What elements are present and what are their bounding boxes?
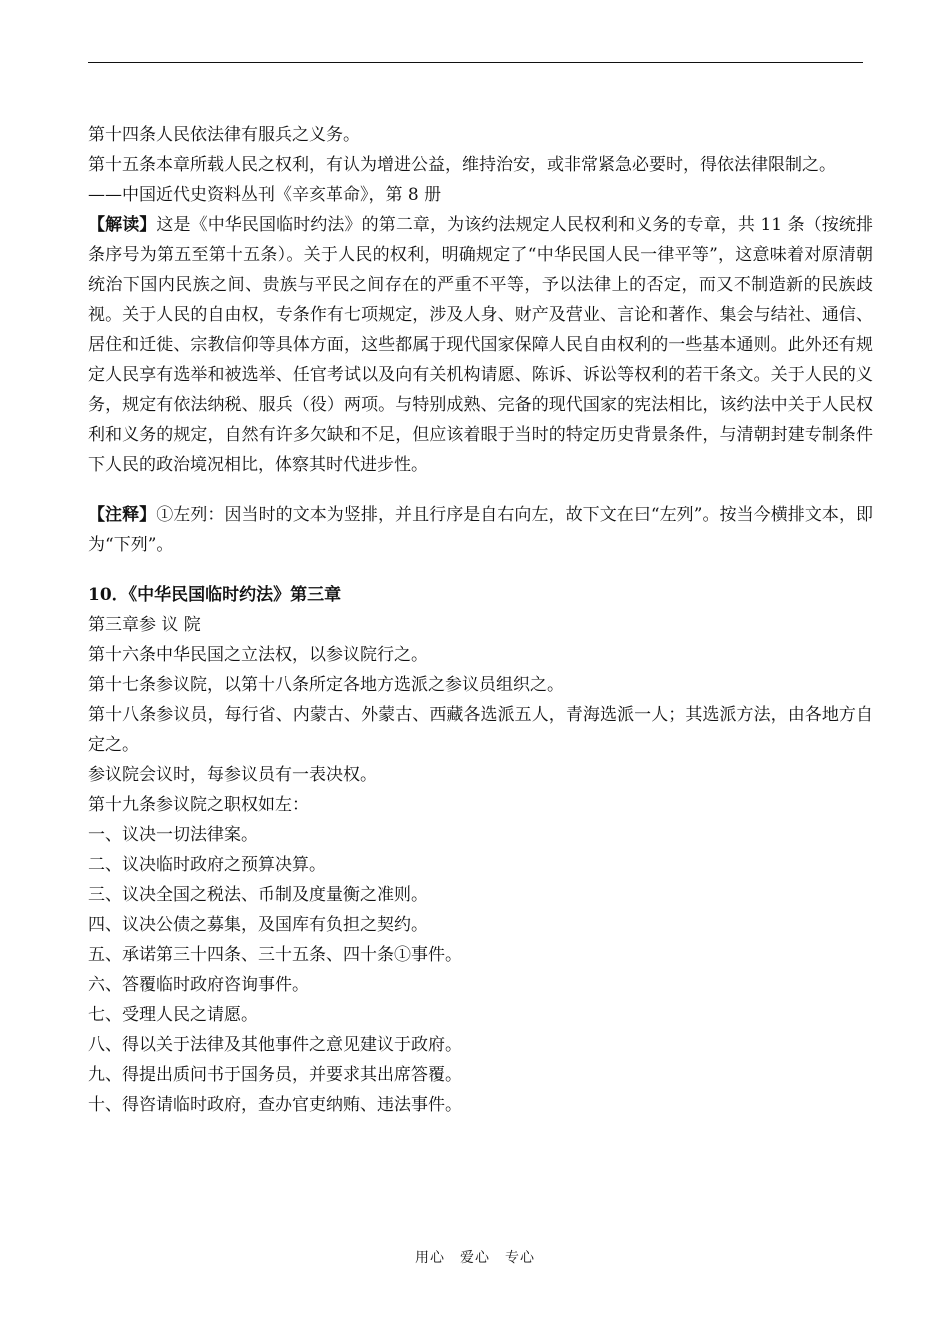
document-body bbox=[88, 120, 873, 1120]
source-citation: ——中国近代史资料丛刊《辛亥革命》，第 8 册 bbox=[88, 185, 442, 205]
chapter-heading: 第三章参 议 院 bbox=[88, 615, 201, 635]
list-item: 十、得咨请临时政府，查办官吏纳贿、违法事件。 bbox=[88, 1095, 462, 1115]
list-item: 一、议决一切法律案。 bbox=[88, 825, 258, 845]
list-item: 三、议决全国之税法、币制及度量衡之准则。 bbox=[88, 885, 428, 905]
spacer bbox=[88, 480, 873, 500]
article-15: 第十五条本章所载人民之权利，有认为增进公益，维持治安，或非常紧急必要时，得依法律限制之。 bbox=[88, 155, 836, 175]
voting-rule: 参议院会议时，每参议员有一表决权。 bbox=[88, 765, 377, 785]
list-item: 六、答覆临时政府咨询事件。 bbox=[88, 975, 309, 995]
article-19: 第十九条参议院之职权如左： bbox=[88, 795, 309, 815]
article-17: 第十七条参议院，以第十八条所定各地方选派之参议员组织之。 bbox=[88, 675, 564, 695]
article-14: 第十四条人民依法律有服兵之义务。 bbox=[88, 125, 360, 145]
list-item: 二、议决临时政府之预算决算。 bbox=[88, 855, 326, 875]
annotation-label: 【注释】 bbox=[88, 505, 157, 525]
list-item: 九、得提出质问书于国务员，并要求其出席答覆。 bbox=[88, 1065, 462, 1085]
article-16: 第十六条中华民国之立法权，以参议院行之。 bbox=[88, 645, 428, 665]
interpretation-label: 【解读】 bbox=[88, 215, 157, 235]
list-item: 八、得以关于法律及其他事件之意见建议于政府。 bbox=[88, 1035, 462, 1055]
article-18: 第十八条参议员，每行省、内蒙古、外蒙古、西藏各选派五人，青海选派一人；其选派方法，由各地方自定之。 bbox=[88, 705, 873, 755]
annotation-text: ①左列：因当时的文本为竖排，并且行序是自右向左，故下文在曰“左列”。按当今横排文本，即为“下列”。 bbox=[88, 505, 873, 555]
list-item: 五、承诺第三十四条、三十五条、四十条①事件。 bbox=[88, 945, 462, 965]
list-item: 七、受理人民之请愿。 bbox=[88, 1005, 258, 1025]
spacer bbox=[88, 560, 873, 580]
annotation-paragraph bbox=[88, 500, 873, 560]
interpretation-text: 这是《中华民国临时约法》的第二章，为该约法规定人民权利和义务的专章，共 11 条（按统排条序号为第五至第十五条）。关于人民的权利，明确规定了“中华民国人民一律平等”，这意味着对原清朝统治下国内民族之间、贵族与平民之间存在的严重不平等，予以法律上的否定，而又不制造新的民族歧视。关于人民的自由权，专条作有七项规定，涉及人身、财产及营业、言论和著作、集会与结社、通信、居住和迁徙、宗教信仰等具体方面，这些都属于现代国家保障人民自由权利的一些基本通则。此外还有规定人民享有选举和被选举、任官考试以及向有关机构请愿、陈诉、诉讼等权利的若干条文。关于人民的义务，规定有依法纳税、服兵（役）两项。与特别成熟、完备的现代国家的宪法相比，该约法中关于人民权利和义务的规定，自然有许多欠缺和不足，但应该着眼于当时的特定历史背景条件，与清朝封建专制条件下人民的政治境况相比，体察其时代进步性。 bbox=[88, 215, 873, 475]
header-rule bbox=[88, 62, 863, 63]
page-footer: 用心 爱心 专心 bbox=[415, 1250, 535, 1266]
list-item: 四、议决公债之募集，及国库有负担之契约。 bbox=[88, 915, 428, 935]
powers-list bbox=[88, 820, 873, 1120]
section-10-title: 10．《中华民国临时约法》第三章 bbox=[88, 585, 342, 605]
interpretation-paragraph bbox=[88, 210, 873, 480]
